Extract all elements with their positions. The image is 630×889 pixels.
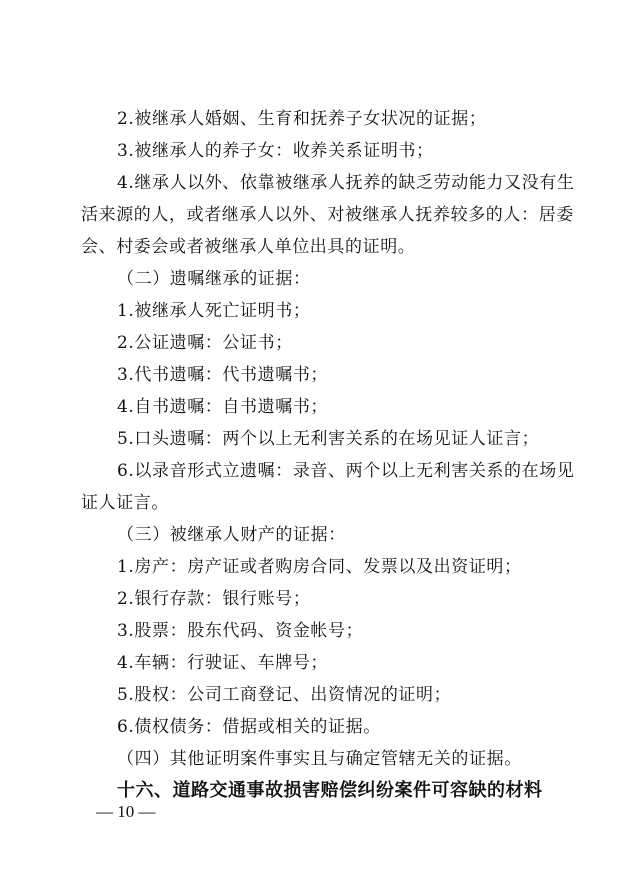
text-line: 6.以录音形式立遗嘱：录音、两个以上无利害关系的在场见 (117, 461, 575, 481)
text-line: 3.被继承人的养子女：收养关系证明书； (117, 141, 434, 161)
text-line: 4.自书遗嘱：自书遗嘱书； (117, 397, 329, 417)
text-line: 2.银行存款：银行账号； (117, 589, 311, 609)
text-line: 1.被继承人死亡证明书； (117, 301, 311, 321)
text-line: （三）被继承人财产的证据： (117, 525, 346, 545)
text-line: 会、村委会或者被继承人单位出具的证明。 (81, 237, 416, 257)
text-line: 3.代书遗嘱：代书遗嘱书； (117, 365, 329, 385)
text-line: 2.公证遗嘱：公证书； (117, 333, 293, 353)
text-line: （四）其他证明案件事实且与确定管辖无关的证据。 (117, 749, 522, 769)
text-line: 证人证言。 (81, 493, 169, 513)
text-line: 5.口头遗嘱：两个以上无利害关系的在场见证人证言； (117, 429, 540, 449)
section-heading: 十六、道路交通事故损害赔偿纠纷案件可容缺的材料 (117, 780, 543, 801)
text-line: 活来源的人，或者继承人以外、对被继承人抚养较多的人：居委 (81, 205, 574, 225)
page-number: — 10 — (96, 802, 156, 821)
text-line: 2.被继承人婚姻、生育和抚养子女状况的证据； (117, 109, 487, 129)
text-line: 3.股票：股东代码、资金帐号； (117, 621, 364, 641)
text-line: 5.股权：公司工商登记、出资情况的证明； (117, 685, 452, 705)
text-line: 6.债权债务：借据或相关的证据。 (117, 717, 381, 737)
text-line: 4.车辆：行驶证、车牌号； (117, 653, 329, 673)
text-line: 4.继承人以外、依靠被继承人抚养的缺乏劳动能力又没有生 (117, 173, 575, 193)
text-line: 1.房产：房产证或者购房合同、发票以及出资证明； (117, 557, 522, 577)
text-line: （二）遗嘱继承的证据： (117, 269, 311, 289)
